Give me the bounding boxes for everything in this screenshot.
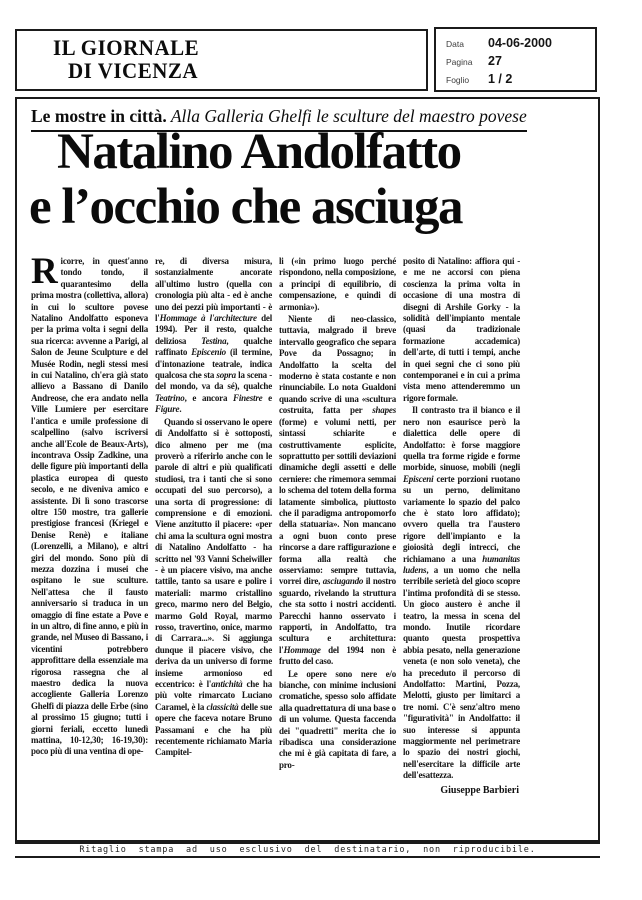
clipping-meta-box — [434, 27, 597, 92]
kicker-bold: Le mostre in città. — [31, 106, 167, 126]
author-byline: Giuseppe Barbieri — [440, 784, 519, 796]
article-paragraph: re, di diversa misura, sostanzialmente ancorate all'ultimo lustro (quella con cronologia più alta - ed è anche uno dei pezzi più importanti - è l'Hommage à l'architecture del 1994). Per il resto, qualche deliziosa Testina, qualche raffinato Episcenio (il termine, d'intonazione teatrale, indica qualcosa che sta sopra la scena - del mondo, va da sé), qualche Teatrino, e ancora Finestre e Figure. — [155, 256, 273, 415]
meta-label-page: Pagina — [446, 57, 473, 67]
article-column-2 — [155, 256, 272, 759]
meta-value-page: 27 — [488, 54, 502, 68]
article-headline — [29, 125, 462, 235]
logo-line-1: IL GIORNALE — [53, 34, 200, 61]
article-body — [31, 251, 520, 796]
meta-row-date — [446, 36, 587, 54]
article-column-4 — [403, 256, 520, 796]
masthead-box — [15, 29, 428, 91]
meta-label-date: Data — [446, 39, 464, 49]
article-paragraph: Quando si osservano le opere di Andolfatto si è sottoposti, dico almeno per me (ma proverò a riferirlo anche con le parole di altri e più qualificati studiosi, tra i tanti che si sono occupati del suo percorso), a una sorta di progressione: di comprensione e di emozioni. Viene anzitutto il piacere: «per chi ama la scultura ogni mostra di Natalino Andolfatto - ha scritto nel '93 Vanni Scheiwiller - è un piacere visivo, ma anche tattile, tanto sa usare e polire i materiali: marmo cristallino greco, marmo nero del Belgio, marmo Gold Royal, marmo rosso, travertino, onice, marmo di Carrara...». Si aggiunga dunque il piacere visivo, che deriva da un universo di forme insieme armonioso ed eccentrico: è l'antichità che ha più volte rimarcato Luciano Caramel, è la classicità delle sue opere che faceva notare Bruno Passamani e che ha più recentemente richiamato Maria Campitel- — [155, 416, 273, 758]
article-paragraph: Niente di neo-classico, tuttavia, malgrado il breve intervallo geografico che separa Pove da Possagno; in Andolfatto la scelta del moderno è stata costante e non rinunciabile. Lo nota Gualdoni quando scrive di una «scultura costruita, fatta per shapes (forme) e volumi netti, per sintassi schiarite e costruttivamente esplicite, soprattutto per sottili deviazioni dinamiche degli assetti e delle cerniere: che rimemora semmai lo schema del totem della forma latamente simbolica, piuttosto che il paradigma antropomorfo della statuaria». Non mancano a ogni buon conto prese rincorse a dare raffigurazione e forma alla realtà che osserviamo: sempre tuttavia, vorrei dire, asciugando il nostro sguardo, rivelando la struttura che sta sotto i nostri accidenti. Parecchi hanno osservato i rapporti, in Andolfatto, tra scultura e architettura: l'Hommage del 1994 non è frutto del caso. — [279, 314, 396, 667]
article-frame — [15, 97, 600, 842]
article-paragraph: Ricorre, in quest'anno tondo tondo, il quarantesimo della prima mostra (collettiva, allora) in cui lo scultore povese Natalino Andolfatto esponeva per la prima volta i segni della sua ricerca: avvenne a Parigi, al Salon de Jeune Sculpture e del Musée Rodin, negli stessi mesi in cui Natalino, ch'era già stato allievo a Bassano di Danilo Andreose, che era andato nella Ville Lumiere per esercitare l'antica e umile professione di scalpellino (salvo iscriversi anche all'Ecole de Beaux-Arts), incontrava Ossip Zadkine, una delle figure più importanti della plastica europea di questo secolo, e ne diveniva amico e assistente. Di lì sono trascorse oltre 150 mostre, tra gallerie prestigiose francesi (Kriegel e Denise Renè) e italiane (Lorenzelli, a Milano), e altri giri del mondo. Sono più di mezza dozzina i musei che ospitano le sue sculture. Nell'attesa che il fausto anniversario si traduca in un omaggio di fine estate a Pove e in un altro, di fine anno, e più in grande, nel Museo di Bassano, i vicentini potrebbero approfittare della essenziale ma rigorosa rassegna che al maestro dedica la nuova accogliente Galleria Lorenzo Ghelfi di piazza delle Erbe (sino al prossimo 15 giugno; tutti i giorni feriali, eccetto lunedì mattina, 10-12,30; 16-19,30): poco più di una ventina di ope- — [31, 251, 148, 757]
meta-row-page — [446, 54, 587, 72]
headline-line-1: Natalino Andolfatto — [57, 124, 461, 180]
meta-value-sheet: 1 / 2 — [488, 72, 513, 86]
meta-value-date: 04-06-2000 — [488, 36, 552, 50]
headline-line-2: e l’occhio che asciuga — [29, 179, 462, 235]
footer-strip — [15, 842, 600, 858]
newspaper-logo — [17, 34, 200, 84]
article-paragraph: posito di Natalino: affiora qui - e me ne accorsi con piena coscienza la prima volta in occasione di una mostra di disegni di Arshile Gorky - la solidità dell'impianto mentale (quasi da tradizionale formazione accademica) dell'arte, di tutti i tempi, anche in quei segni che ci sono più contemporanei e in cui a prima vista meno attenderemmo un rigore formale. — [403, 256, 520, 403]
meta-row-sheet — [446, 72, 587, 90]
meta-label-sheet: Foglio — [446, 75, 470, 85]
article-column-3 — [279, 256, 396, 771]
article-paragraph: Le opere sono nere e/o bianche, con minime inclusioni cromatiche, spesso solo affidate alla quadrettatura di una base o di un volume. Questa faccenda dei "quadretti" merita che io ribadisca una considerazione che mi è già capitata di fare, a pro- — [279, 668, 396, 770]
reproduction-notice: Ritaglio stampa ad uso esclusivo del destinatario, non riproducibile. — [79, 845, 536, 855]
article-paragraph: li («in primo luogo perché rispondono, nella composizione, a principi di equilibrio, di compensazione, e quindi di armonia»). — [279, 256, 396, 312]
kicker-italic: Alla Galleria Ghelfi le sculture del maestro povese — [166, 106, 527, 126]
article-paragraph: Il contrasto tra il bianco e il nero non esaurisce però la dialettica delle opere di Andolfatto: è forse maggiore quella tra forme rigide e forme morbide, sinuose, mobili (negli Episceni certe porzioni ruotano su un perno, delimitano variamente lo spazio del palco che è stato loro affidato); ovvero quella tra l'austero rigore dell'impianto e la gioiosità degli intrecci, che richiamano a una humanitas ludens, a un uomo che nella terribile serietà del gioco scopre l'intima profondità di se stesso. Un gioco austero è anche il teatro, la messa in scena del mondo. Inutile ricordare quanto questa prospettiva abbia pesato, nella generazione veneta (e non solo veneta), che ha preceduto il percorso di Andolfatto: Martini, Pozza, Melotti, giusto per limitarci a tre nomi. C'è senz'altro meno "figuratività" in Andolfatto: il suo interesse si appunta maggiormente nel perimetrare lo spazio dei nostri giochi, nell'esercitare la difficile arte dell'esattezza. — [403, 405, 520, 781]
drop-cap: R — [31, 251, 58, 292]
logo-line-2: DI VICENZA — [68, 57, 199, 84]
article-column-1 — [31, 251, 148, 758]
